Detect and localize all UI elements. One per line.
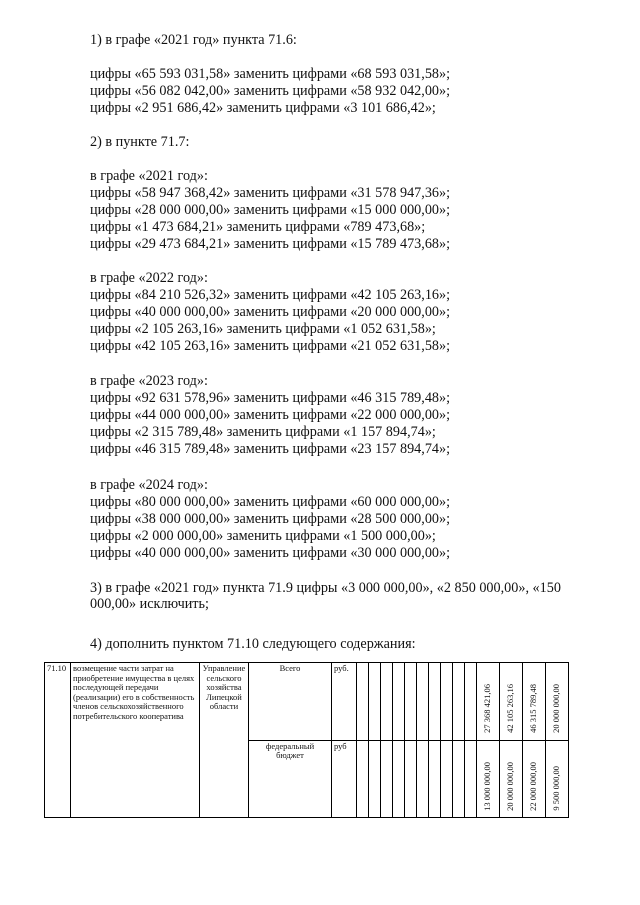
empty-cell [429,740,441,818]
funding-type-federal: федеральный бюджет [249,740,332,818]
text-line: цифры «2 315 789,48» заменить цифрами «1 157 894,74»; [90,424,436,440]
empty-cell [441,740,453,818]
item-description: возмещение части затрат на приобретение имущества в целях последующей передачи (реализации) его в собственность членов сельскохозяйственного потребительского кооператива [71,663,200,818]
text-line: цифры «92 631 578,96» заменить цифрами «46 315 789,48»; [90,390,451,406]
empty-cell [417,663,429,741]
value-2021-federal: 13 000 000,00 [477,740,500,818]
paragraph-4-heading: 4) дополнить пунктом 71.10 следующего содержания: [90,636,416,652]
text-line: цифры «38 000 000,00» заменить цифрами «28 500 000,00»; [90,511,451,527]
unit-federal: руб [332,740,357,818]
empty-cell [405,663,417,741]
empty-cell [417,740,429,818]
funding-type-total: Всего [249,663,332,741]
text-line: цифры «46 315 789,48» заменить цифрами «23 157 894,74»; [90,441,451,457]
value-2023-federal: 22 000 000,00 [523,740,546,818]
text-line: цифры «29 473 684,21» заменить цифрами «15 789 473,68»; [90,236,451,252]
text-line: цифры «56 082 042,00» заменить цифрами «58 932 042,00»; [90,83,451,99]
text-line: цифры «2 951 686,42» заменить цифрами «3 101 686,42»; [90,100,436,116]
text-line: цифры «40 000 000,00» заменить цифрами «30 000 000,00»; [90,545,451,561]
empty-cell [465,740,477,818]
paragraph-2-heading: 2) в пункте 71.7: [90,134,190,150]
text-line: в графе «2021 год»: [90,168,208,184]
text-line: цифры «42 105 263,16» заменить цифрами «21 052 631,58»; [90,338,451,354]
empty-cell [357,740,369,818]
empty-cell [381,663,393,741]
item-number: 71.10 [45,663,71,818]
text-line: цифры «2 000 000,00» заменить цифрами «1 500 000,00»; [90,528,436,544]
empty-cell [369,663,381,741]
unit-total: руб. [332,663,357,741]
empty-cell [369,740,381,818]
value-2024-federal: 9 500 000,00 [546,740,569,818]
text-line: цифры «84 210 526,32» заменить цифрами «42 105 263,16»; [90,287,451,303]
text-line: в графе «2022 год»: [90,270,208,286]
value-2021-total: 27 368 421,06 [477,663,500,741]
empty-cell [381,740,393,818]
item-71-10-table [44,662,569,818]
paragraph-1-heading: 1) в графе «2021 год» пункта 71.6: [90,32,297,48]
paragraph-3: 3) в графе «2021 год» пункта 71.9 цифры «3 000 000,00», «2 850 000,00», «150 000,00» исключить; [90,580,561,612]
responsible-organization: Управление сельского хозяйства Липецкой области [200,663,249,818]
empty-cell [393,740,405,818]
text-line: цифры «58 947 368,42» заменить цифрами «31 578 947,36»; [90,185,451,201]
empty-cell [429,663,441,741]
text-line: цифры «2 105 263,16» заменить цифрами «1 052 631,58»; [90,321,436,337]
value-2022-federal: 20 000 000,00 [500,740,523,818]
empty-cell [393,663,405,741]
text-line: цифры «1 473 684,21» заменить цифрами «789 473,68»; [90,219,426,235]
empty-cell [405,740,417,818]
text-line: в графе «2024 год»: [90,477,208,493]
empty-cell [453,663,465,741]
text-line: цифры «28 000 000,00» заменить цифрами «15 000 000,00»; [90,202,451,218]
empty-cell [357,663,369,741]
empty-cell [465,663,477,741]
value-2024-total: 20 000 000,00 [546,663,569,741]
text-line: цифры «40 000 000,00» заменить цифрами «20 000 000,00»; [90,304,451,320]
text-line: в графе «2023 год»: [90,373,208,389]
text-line: цифры «65 593 031,58» заменить цифрами «68 593 031,58»; [90,66,451,82]
empty-cell [453,740,465,818]
value-2023-total: 46 315 789,48 [523,663,546,741]
empty-cell [441,663,453,741]
value-2022-total: 42 105 263,16 [500,663,523,741]
text-line: цифры «44 000 000,00» заменить цифрами «22 000 000,00»; [90,407,451,423]
text-line: цифры «80 000 000,00» заменить цифрами «60 000 000,00»; [90,494,451,510]
